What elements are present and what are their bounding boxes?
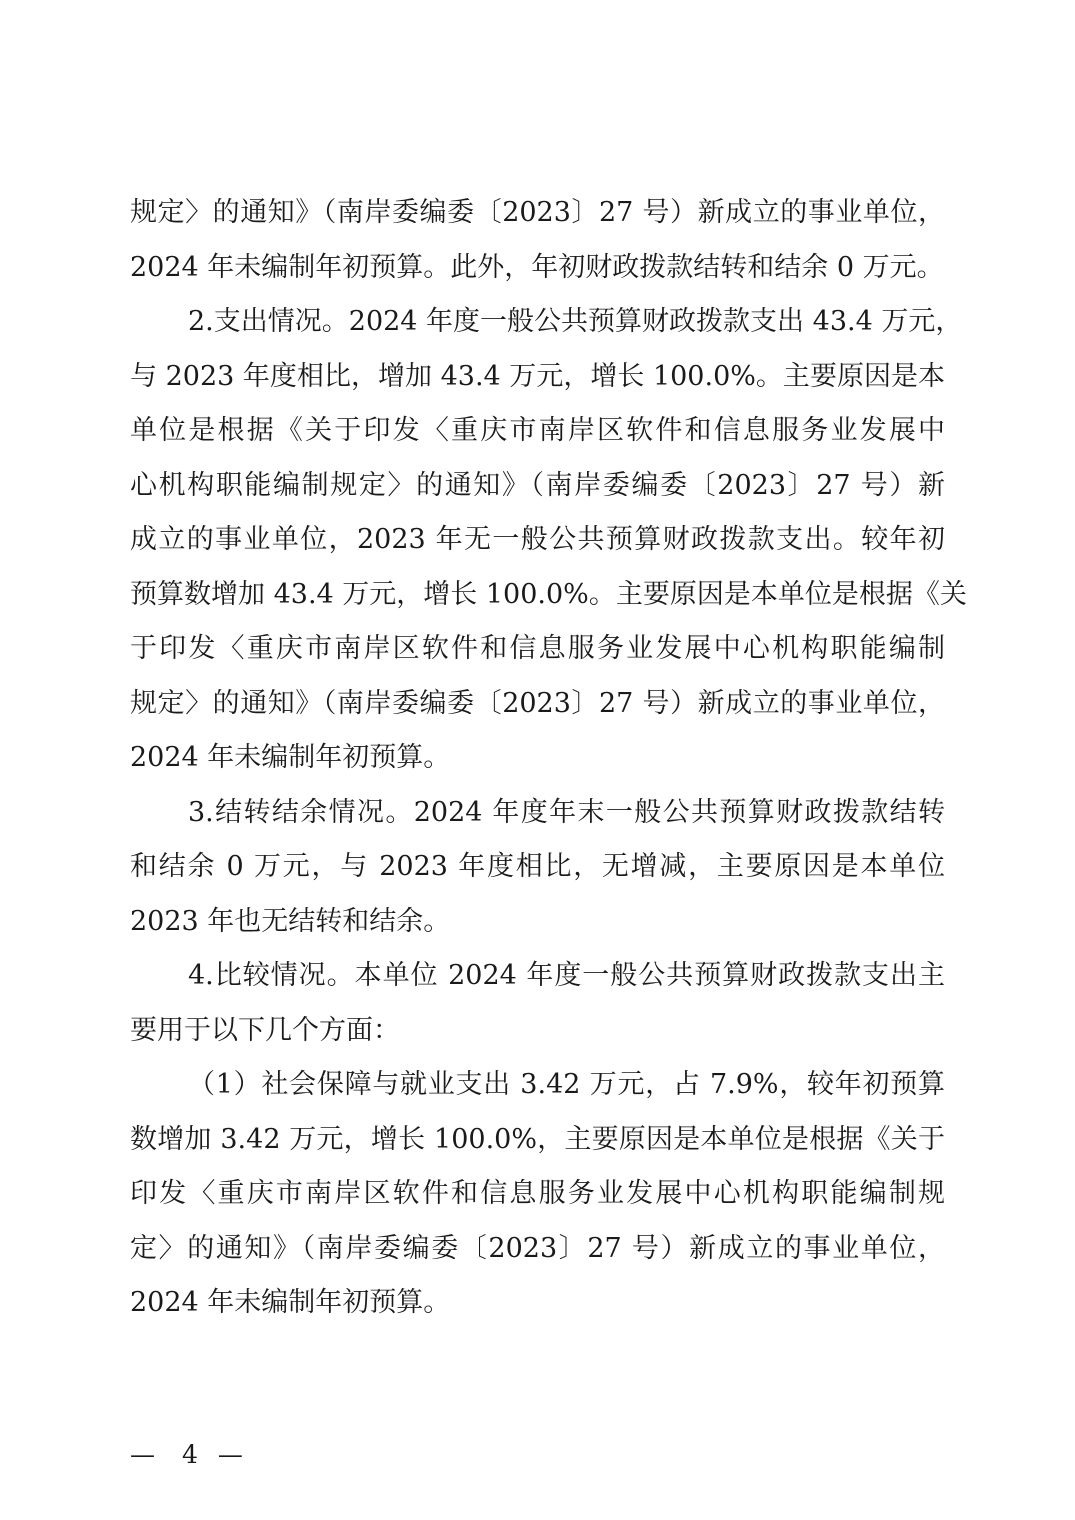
text-line-19: 印发〈重庆市南岸区软件和信息服务业发展中心机构职能编制规 xyxy=(130,1178,945,1209)
text-line-11: 2024 年未编制年初预算。 xyxy=(130,742,451,773)
text-line-12: 3.结转结余情况。2024 年度年末一般公共预算财政拨款结转 xyxy=(188,796,945,828)
page-number: 4 xyxy=(182,1440,198,1469)
footer-dash-right: — xyxy=(217,1440,243,1469)
text-line-1: 规定〉的通知》（南岸委编委〔2023〕27 号）新成立的事业单位， xyxy=(130,197,945,228)
text-line-6: 心机构职能编制规定〉的通知》（南岸委编委〔2023〕27 号）新 xyxy=(130,469,945,501)
text-line-8: 预算数增加 43.4 万元，增长 100.0%。主要原因是本单位是根据《关 xyxy=(130,578,967,610)
text-line-2: 2024 年未编制年初预算。此外，年初财政拨款结转和结余 0 万元。 xyxy=(130,251,944,283)
text-line-13: 和结余 0 万元，与 2023 年度相比，无增减，主要原因是本单位 xyxy=(130,851,945,882)
text-line-21: 2024 年未编制年初预算。 xyxy=(130,1287,451,1318)
text-line-17: （1）社会保障与就业支出 3.42 万元，占 7.9%，较年初预算 xyxy=(188,1069,945,1100)
page-footer xyxy=(130,1438,250,1472)
page-body xyxy=(130,186,967,1331)
text-line-3: 2.支出情况。2024 年度一般公共预算财政拨款支出 43.4 万元， xyxy=(188,306,963,337)
text-line-5: 单位是根据《关于印发〈重庆市南岸区软件和信息服务业发展中 xyxy=(130,415,945,446)
text-line-20: 定〉的通知》（南岸委编委〔2023〕27 号）新成立的事业单位， xyxy=(130,1232,945,1264)
text-line-4: 与 2023 年度相比，增加 43.4 万元，增长 100.0%。主要原因是本 xyxy=(130,360,945,392)
text-line-18: 数增加 3.42 万元，增长 100.0%，主要原因是本单位是根据《关于 xyxy=(130,1123,945,1155)
text-line-16: 要用于以下几个方面： xyxy=(130,1014,400,1046)
footer-dash-left: — xyxy=(130,1440,155,1469)
text-line-10: 规定〉的通知》（南岸委编委〔2023〕27 号）新成立的事业单位， xyxy=(130,687,945,719)
text-line-14: 2023 年也无结转和结余。 xyxy=(130,905,451,937)
text-line-15: 4.比较情况。本单位 2024 年度一般公共预算财政拨款支出主 xyxy=(188,960,945,991)
text-line-7: 成立的事业单位，2023 年无一般公共预算财政拨款支出。较年初 xyxy=(130,524,945,555)
text-line-9: 于印发〈重庆市南岸区软件和信息服务业发展中心机构职能编制 xyxy=(130,633,945,664)
